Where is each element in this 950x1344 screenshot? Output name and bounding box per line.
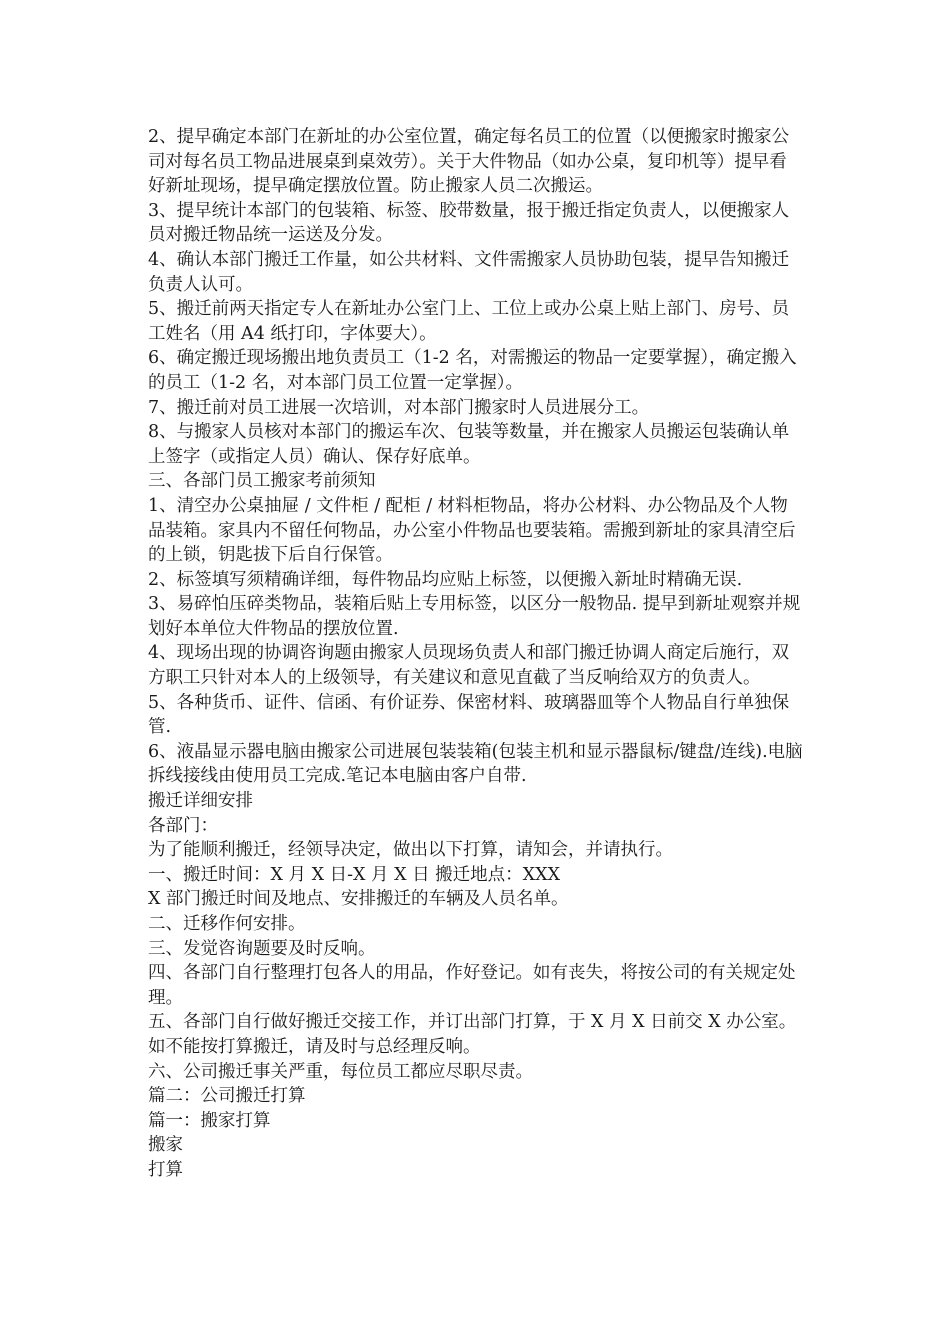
section-heading-part-one: 篇一：搬家打算	[148, 1110, 271, 1131]
paragraph-intro: 为了能顺利搬迁，经领导决定，做出以下打算，请知会，并请执行。	[148, 840, 673, 861]
paragraph-fragile-items: 3、易碎怕压碎类物品，装箱后贴上专用标签，以区分一般物品. 提早到新址观察并规划好本单位大件物品的摆放位置.	[148, 594, 801, 639]
paragraph-verification: 8、与搬家人员核对本部门的搬运车次、包装等数量，并在搬家人员搬运包装确认单上签字（或指定人员）确认、保存好底单。	[148, 422, 790, 467]
paragraph-labels: 2、标签填写须精确详细，每件物品均应贴上标签，以便搬入新址时精确无误.	[148, 569, 743, 590]
paragraph-clear-desks: 1、清空办公桌抽屉 / 文件柜 / 配柜 / 材料柜物品，将办公材料、办公物品及个人物品装箱。家具内不留任何物品，办公室小件物品也要装箱。需搬到新址的家具清空后的上锁，钥匙拔下后自行保管。	[148, 495, 796, 566]
paragraph-time-location: 一、搬迁时间：X 月 X 日-X 月 X 日 搬迁地点：XXX	[148, 864, 561, 885]
paragraph-self-packing: 四、各部门自行整理打包各人的用品，作好登记。如有丧失，将按公司的有关规定处理。	[148, 963, 796, 1008]
heading-moving: 搬家	[148, 1135, 183, 1156]
paragraph-department-schedule: X 部门搬迁时间及地点、安排搬迁的车辆及人员名单。	[148, 889, 569, 910]
paragraph-valuables: 5、各种货币、证件、信函、有价证券、保密材料、玻璃器皿等个人物品自行单独保管.	[148, 692, 790, 738]
paragraph-coordination: 4、现场出现的协调咨询题由搬家人员现场负责人和部门搬迁协调人商定后施行，双方职工只针对本人的上级领导，有关建议和意见直截了当反响给双方的负责人。	[148, 643, 790, 689]
paragraph-computers: 6、液晶显示器电脑由搬家公司进展包装装箱(包装主机和显示器鼠标/键盘/连线).电脑拆线接线由使用员工完成.笔记本电脑由客户自带.	[148, 741, 803, 787]
paragraph-responsibility: 六、公司搬迁事关严重，每位员工都应尽职尽责。	[148, 1061, 533, 1082]
section-heading-precautions: 三、各部门员工搬家考前须知	[148, 471, 376, 492]
heading-plan: 打算	[148, 1159, 183, 1180]
paragraph-training: 7、搬迁前对员工进展一次培训，对本部门搬家时人员进展分工。	[148, 397, 650, 418]
salutation: 各部门：	[148, 815, 218, 836]
paragraph-workload-confirmation: 4、确认本部门搬迁工作量，如公共材料、文件需搬家人员协助包装，提早告知搬迁负责人认可。	[148, 249, 790, 295]
paragraph-report-issues: 三、发觉咨询题要及时反响。	[148, 938, 376, 959]
paragraph-seat-planning: 2、提早确定本部门在新址的办公室位置，确定每名员工的位置（以便搬家时搬家公司对每名员工物品进展桌到桌效劳）。关于大件物品（如办公桌，复印机等）提早看好新址现场，提早确定摆放位置。防止搬家人员二次搬运。	[148, 127, 790, 197]
paragraph-migration: 二、迁移作何安排。	[148, 914, 306, 934]
paragraph-packing-supplies: 3、提早统计本部门的包装箱、标签、胶带数量，报于搬迁指定负责人，以便搬家人员对搬迁物品统一运送及分发。	[148, 200, 790, 246]
section-heading-part-two: 篇二：公司搬迁打算	[148, 1086, 306, 1107]
paragraph-handover: 五、各部门自行做好搬迁交接工作，并订出部门打算，于 X 月 X 日前交 X 办公室。如不能按打算搬迁，请及时与总经理反响。	[148, 1012, 797, 1057]
paragraph-labeling-new-office: 5、搬迁前两天指定专人在新址办公室门上、工位上或办公桌上贴上部门、房号、员工姓名（用 A4 纸打印，字体要大）。	[148, 299, 790, 344]
document-body	[148, 125, 804, 1183]
paragraph-site-staff: 6、确定搬迁现场搬出地负责员工（1-2 名，对需搬运的物品一定要掌握），确定搬入的员工（1-2 名，对本部门员工位置一定掌握）。	[148, 348, 797, 393]
section-heading-arrangement: 搬迁详细安排	[148, 791, 253, 812]
